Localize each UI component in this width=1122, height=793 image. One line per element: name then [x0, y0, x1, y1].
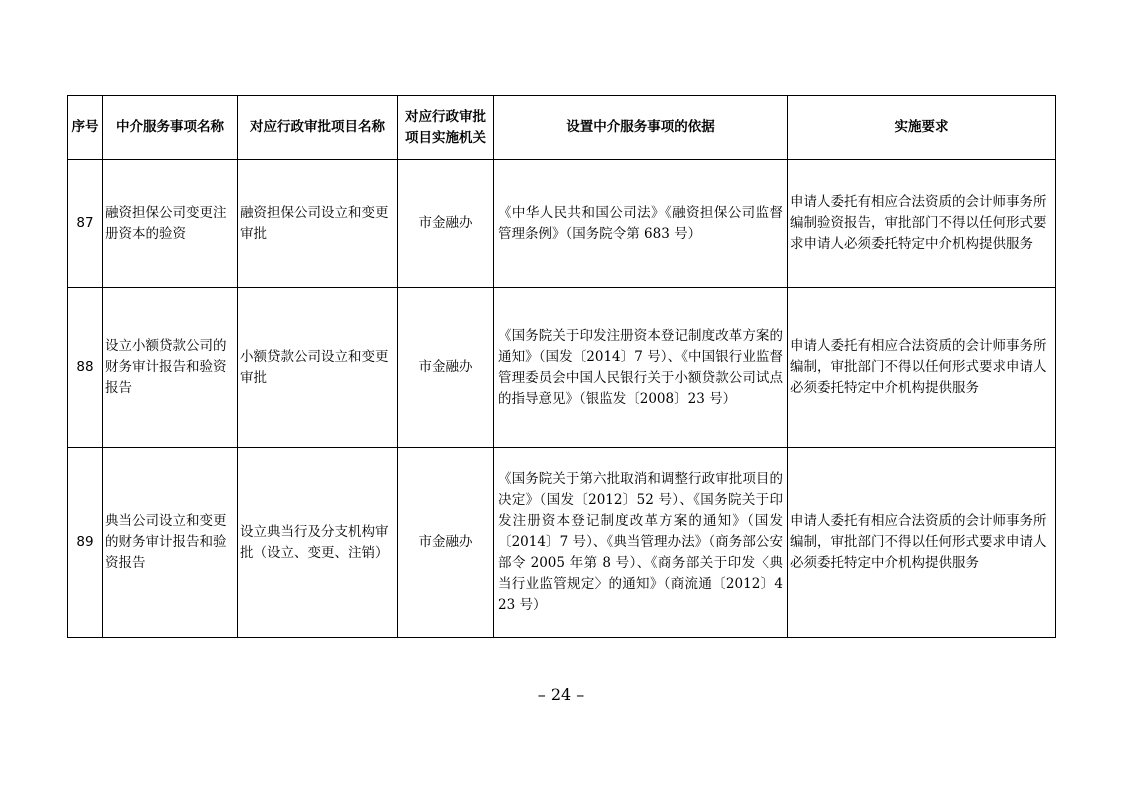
requirement-cell: 申请人委托有相应合法资质的会计师事务所编制验资报告，审批部门不得以任何形式要求申请人必须委托特定中介机构提供服务: [788, 160, 1056, 288]
agency-cell: 市金融办: [398, 288, 494, 448]
table-header-row: [68, 96, 1056, 160]
intermediary-services-table: [67, 95, 1056, 638]
basis-cell: 《国务院关于印发注册资本登记制度改革方案的通知》（国发〔2014〕7 号）、《中国银行业监督管理委员会中国人民银行关于小额贷款公司试点的指导意见》（银监发〔2008〕23 号）: [494, 288, 788, 448]
page-number: – 24 –: [537, 685, 585, 704]
table-row: [68, 288, 1056, 448]
service-name-cell: 典当公司设立和变更的财务审计报告和验资报告: [103, 448, 238, 638]
service-name-cell: 设立小额贷款公司的财务审计报告和验资报告: [103, 288, 238, 448]
header-service-name: 中介服务事项名称: [103, 96, 238, 160]
row-number: 88: [68, 288, 103, 448]
header-approval-item: 对应行政审批项目名称: [238, 96, 398, 160]
header-basis: 设置中介服务事项的依据: [494, 96, 788, 160]
header-serial-number: 序号: [68, 96, 103, 160]
approval-item-cell: 设立典当行及分支机构审批（设立、变更、注销）: [238, 448, 398, 638]
row-number: 89: [68, 448, 103, 638]
header-requirements: 实施要求: [788, 96, 1056, 160]
approval-item-cell: 小额贷款公司设立和变更审批: [238, 288, 398, 448]
requirement-cell: 申请人委托有相应合法资质的会计师事务所编制，审批部门不得以任何形式要求申请人必须委托特定中介机构提供服务: [788, 448, 1056, 638]
approval-item-cell: 融资担保公司设立和变更审批: [238, 160, 398, 288]
table-row: [68, 160, 1056, 288]
row-number: 87: [68, 160, 103, 288]
basis-cell: 《中华人民共和国公司法》《融资担保公司监督管理条例》（国务院令第 683 号）: [494, 160, 788, 288]
agency-cell: 市金融办: [398, 160, 494, 288]
table-row: [68, 448, 1056, 638]
header-implementing-agency: 对应行政审批项目实施机关: [398, 96, 494, 160]
service-name-cell: 融资担保公司变更注册资本的验资: [103, 160, 238, 288]
agency-cell: 市金融办: [398, 448, 494, 638]
basis-cell: 《国务院关于第六批取消和调整行政审批项目的决定》（国发〔2012〕52 号）、《国务院关于印发注册资本登记制度改革方案的通知》（国发〔2014〕7 号）、《典当管理办法》（商务部公安部令 2005 年第 8 号）、《商务部关于印发〈典当行业监管规定〉的通知》（商流通〔2012〕423 号）: [494, 448, 788, 638]
requirement-cell: 申请人委托有相应合法资质的会计师事务所编制，审批部门不得以任何形式要求申请人必须委托特定中介机构提供服务: [788, 288, 1056, 448]
